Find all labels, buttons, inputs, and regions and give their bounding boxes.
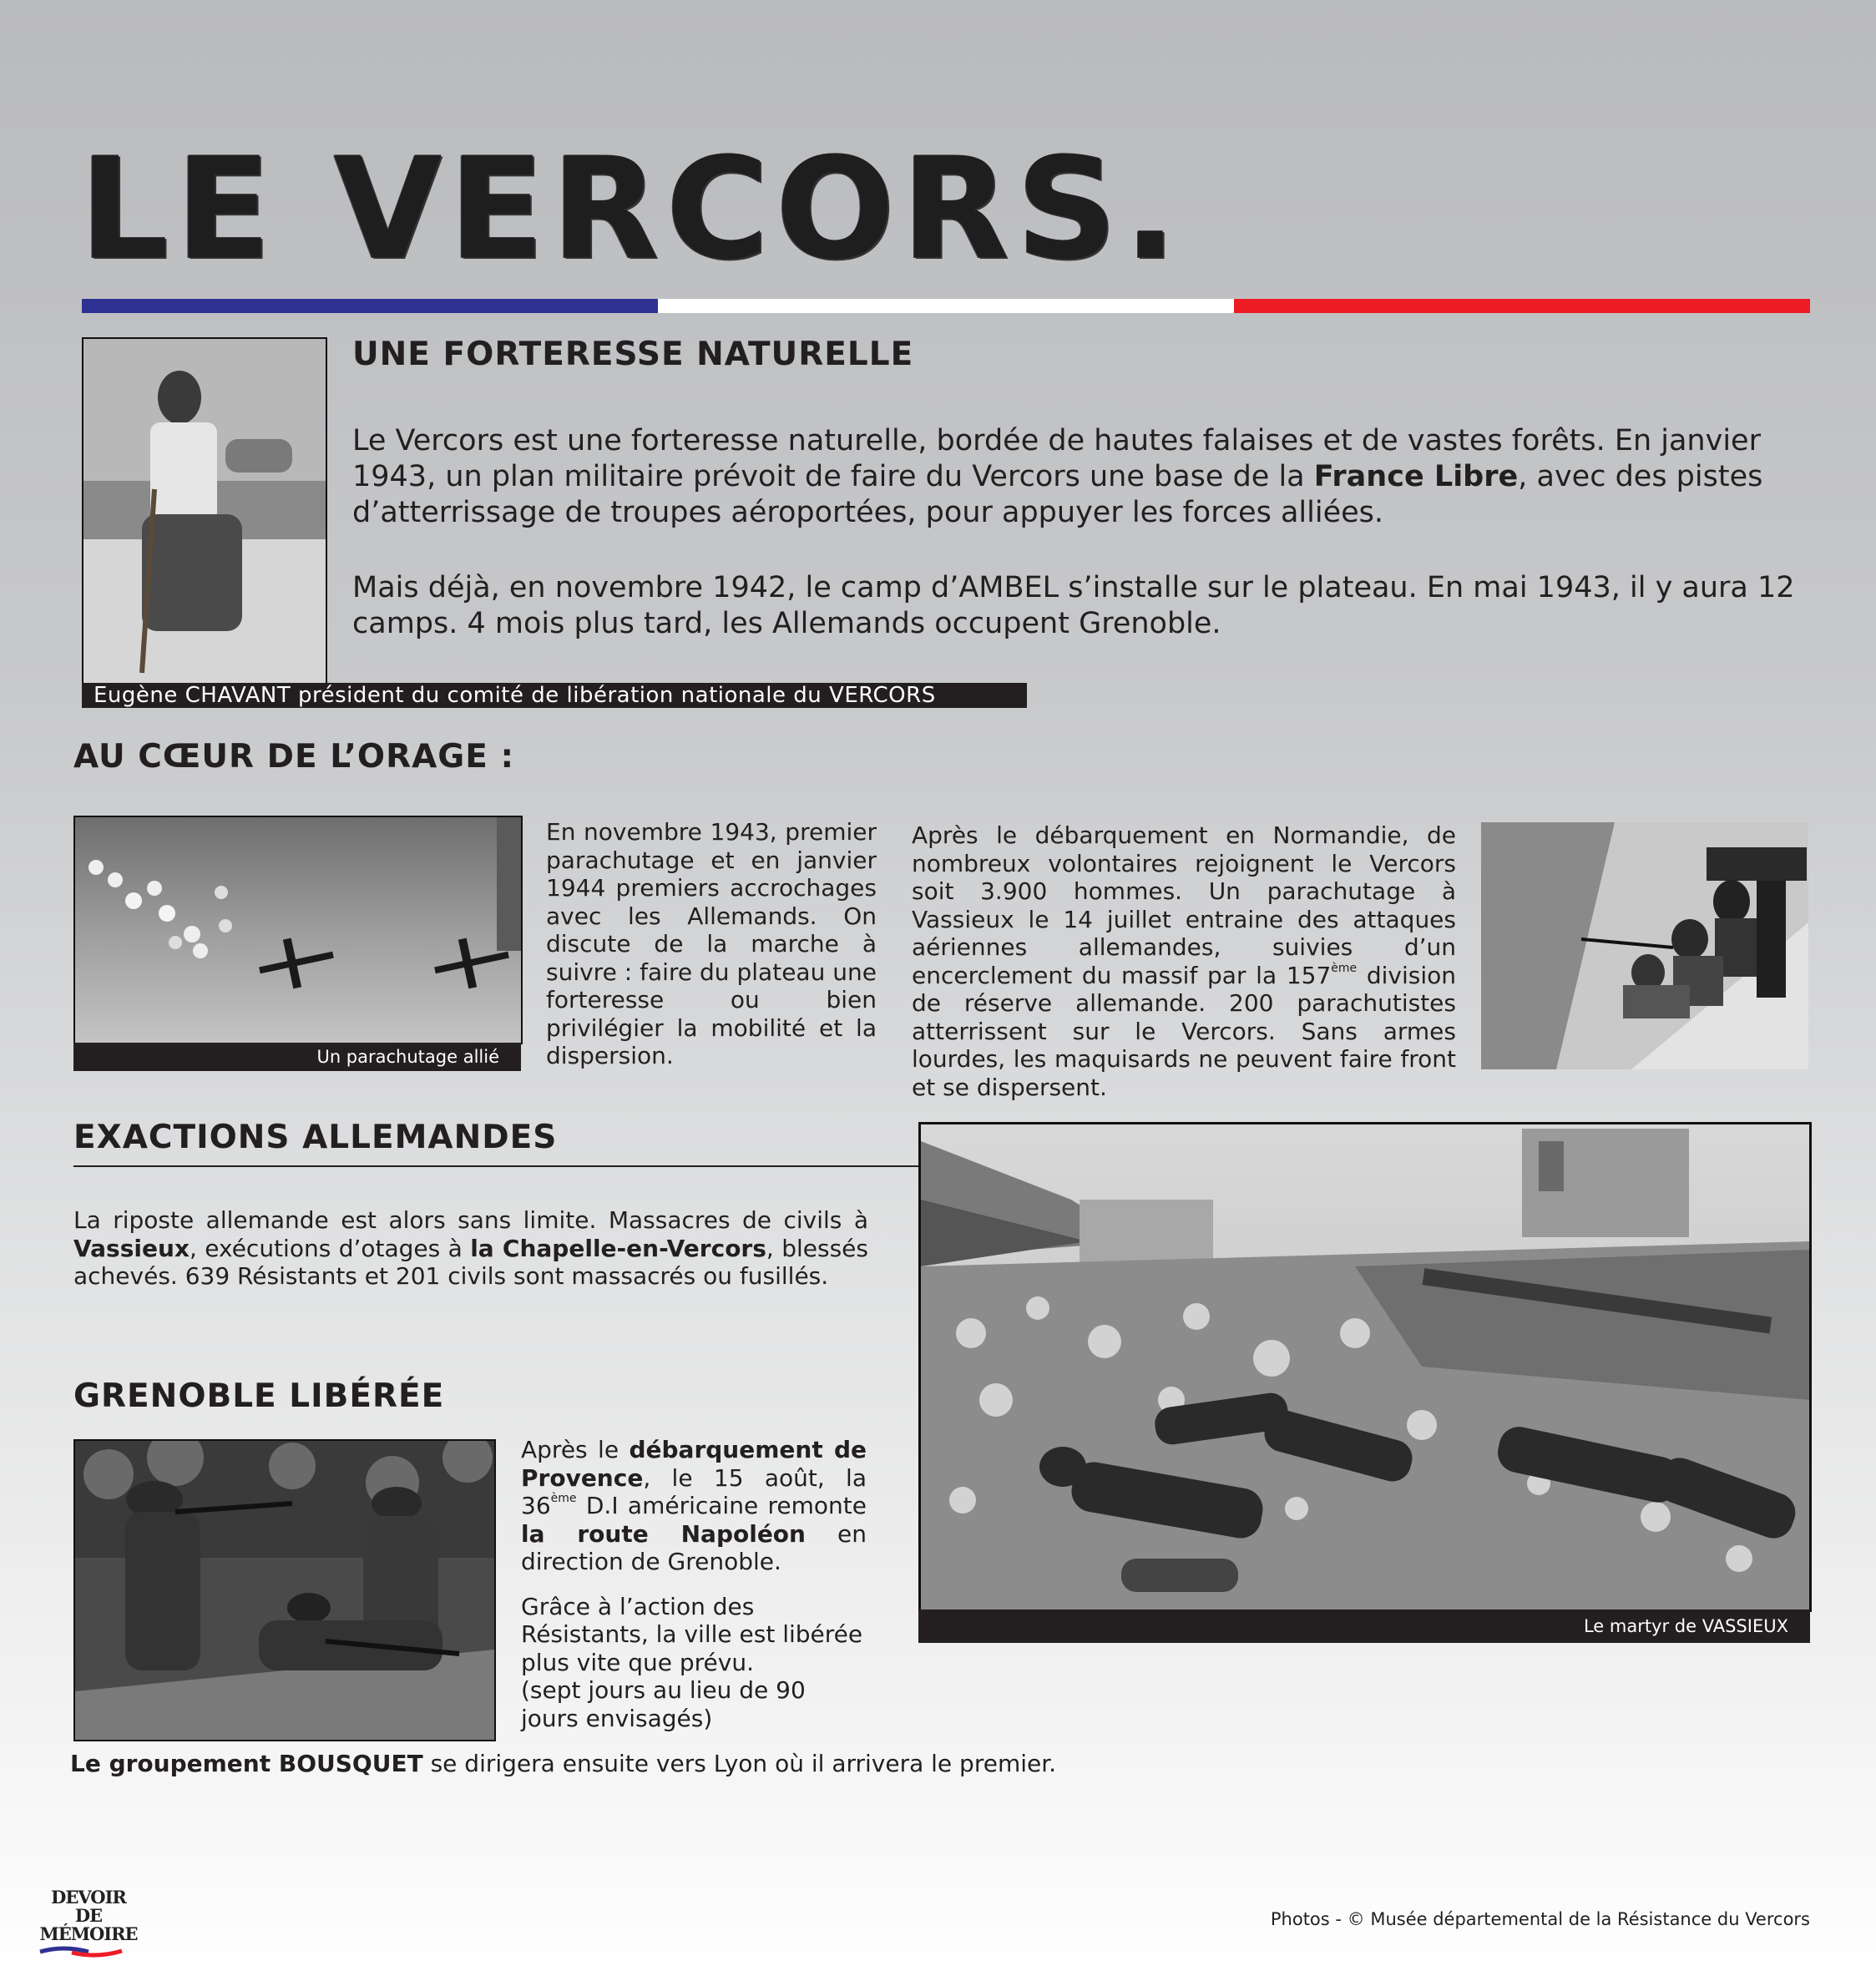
section-heading-forteresse: UNE FORTERESSE NATURELLE bbox=[352, 336, 914, 373]
section-forteresse-text bbox=[352, 423, 1805, 642]
photo-parachutage bbox=[73, 816, 523, 1044]
grenoble-paragraph-2: Grâce à l’action des Résistants, la ville est libérée plus vite que prévu. bbox=[521, 1592, 863, 1676]
portrait-photo-chavant bbox=[82, 337, 327, 688]
photo-vassieux-caption: Le martyr de VASSIEUX bbox=[918, 1610, 1810, 1643]
exactions-paragraph: La riposte allemande est alors sans limite. Massacres de civils à Vassieux, exécutions d’otages à la Chapelle-en-Vercors, blessés achevés. 639 Résistants et 201 civils sont massacrés ou fusillés. bbox=[73, 1206, 868, 1290]
devoir-de-memoire-logo: DEVOIR DE MÉMOIRE bbox=[38, 1888, 139, 1962]
grenoble-paragraph-3: (sept jours au lieu de 90 jours envisagés) bbox=[521, 1676, 806, 1732]
photo-soldats bbox=[73, 1439, 496, 1741]
flag-white-stripe bbox=[658, 299, 1234, 313]
section-heading-exactions: EXACTIONS ALLEMANDES bbox=[73, 1119, 558, 1156]
photo-maquisards bbox=[1481, 822, 1808, 1069]
photo-credits: Photos - © Musée départemental de la Résistance du Vercors bbox=[1270, 1909, 1810, 1929]
forteresse-paragraph-1: Le Vercors est une forteresse naturelle, bordée de hautes falaises et de vastes forêts. En janvier 1943, un plan militaire prévoit de faire du Vercors une base de la France Libre, avec des pistes d’atterrissage de troupes aéroportées, pour appuyer les forces alliées. bbox=[352, 424, 1763, 529]
tricolor-rule bbox=[82, 299, 1810, 313]
orage-column-2: Après le débarquement en Normandie, de nombreux volontaires rejoignent le Vercors soit 3.900 hommes. Un parachutage à Vassieux le 14 juillet entraine des attaques aériennes allemandes, suivies d’un encerclement du massif par la 157ème division de réserve allemande. 200 parachutistes atterrissent sur le Vercors. Sans armes lourdes, les maquisards ne peuvent faire front et se dispersent. bbox=[912, 821, 1456, 1101]
grenoble-text bbox=[521, 1436, 867, 1732]
forteresse-paragraph-2: Mais déjà, en novembre 1942, le camp d’AMBEL s’installe sur le plateau. En mai 1943, il y aura 12 camps. 4 mois plus tard, les Allemands occupent Grenoble. bbox=[352, 571, 1795, 640]
tricolor-swoosh-icon bbox=[38, 1945, 139, 1958]
exactions-underline bbox=[73, 1165, 922, 1167]
photo-parachutage-caption: Un parachutage allié bbox=[73, 1043, 521, 1071]
orage-column-1: En novembre 1943, premier parachutage et en janvier 1944 premiers accrochages avec les Allemands. On discute de la marche à suivre : faire du plateau une forteresse ou bien privilégier la mobilité et la dispersion. bbox=[546, 818, 877, 1069]
portrait-caption: Eugène CHAVANT président du comité de libération nationale du VERCORS bbox=[82, 683, 1027, 708]
grenoble-final-line: Le groupement BOUSQUET se dirigera ensuite vers Lyon où il arrivera le premier. bbox=[70, 1750, 1057, 1777]
section-heading-orage: AU CŒUR DE L’ORAGE : bbox=[73, 738, 515, 776]
page-title: LE VERCORS. bbox=[79, 127, 1184, 291]
section-heading-grenoble: GRENOBLE LIBÉRÉE bbox=[73, 1377, 445, 1415]
grenoble-paragraph-1: Après le débarquement de Provence, le 15 août, la 36ème D.I américaine remonte la route Napoléon en direction de Grenoble. bbox=[521, 1436, 867, 1575]
photo-vassieux bbox=[918, 1122, 1812, 1612]
flag-blue-stripe bbox=[82, 299, 658, 313]
flag-red-stripe bbox=[1234, 299, 1810, 313]
